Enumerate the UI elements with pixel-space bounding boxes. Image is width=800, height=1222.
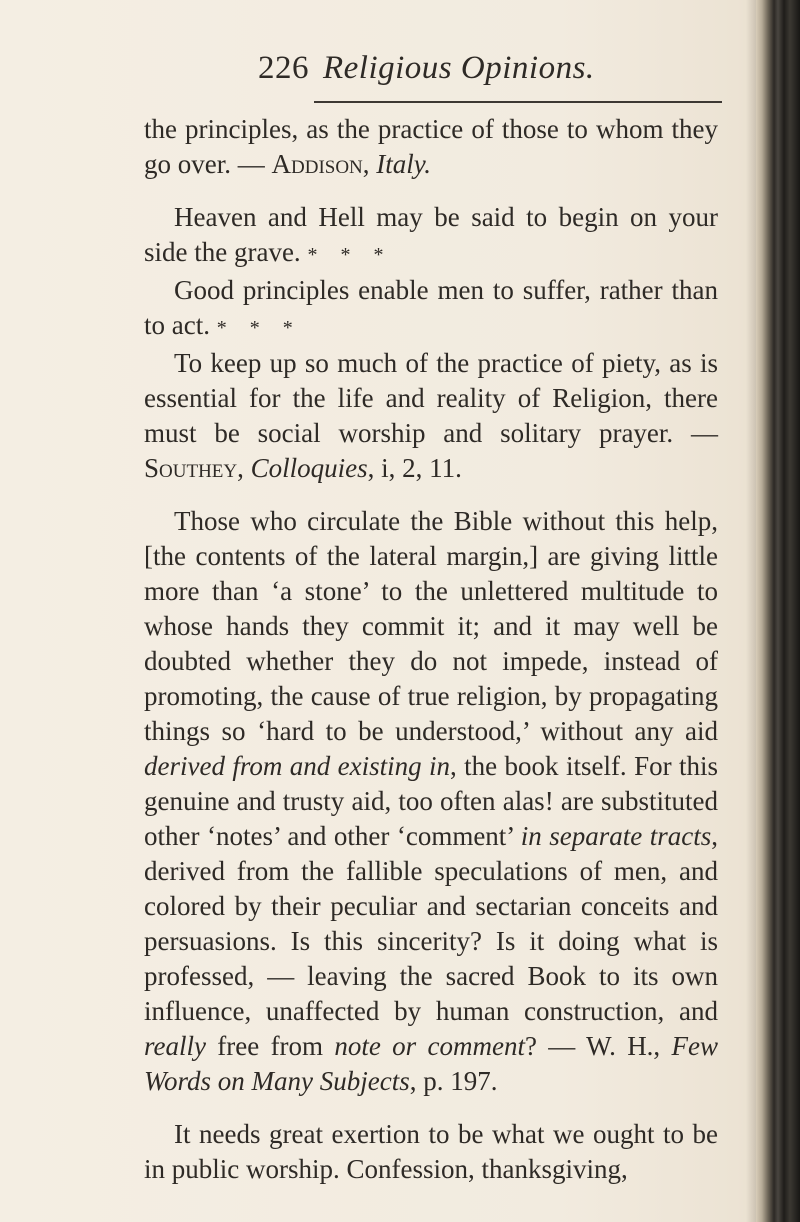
- paragraph-bible-circulation: [144, 504, 718, 1099]
- page-number: 226: [258, 50, 309, 86]
- text-run: free from: [205, 1031, 335, 1061]
- asterisk-separator: * * *: [216, 317, 302, 339]
- paragraph-good-principles: [144, 273, 718, 346]
- paragraph-southey-quote: [144, 346, 718, 486]
- page-gutter-shadow: [746, 0, 756, 1222]
- paragraph-public-worship: [144, 1117, 718, 1187]
- quote-text: the principles, as the practice of those to whom they go over. —: [144, 114, 718, 179]
- italic-run: in separate tracts: [520, 821, 712, 851]
- page-body: [144, 112, 718, 1187]
- italic-run: derived from and existing in: [144, 751, 451, 781]
- text-run: ? — W. H.,: [524, 1031, 672, 1061]
- quote-text: Good principles enable men to suffer, rather than to act.: [144, 275, 718, 340]
- italic-run: note or comment: [334, 1031, 525, 1061]
- paragraph-addison-quote: [144, 112, 718, 182]
- book-binding-edge: [756, 0, 800, 1222]
- running-header: [258, 50, 595, 87]
- quote-source: Italy.: [376, 149, 432, 179]
- quote-author: Addison: [271, 149, 363, 179]
- citation-separator: ,: [237, 453, 251, 483]
- text-run: , derived from the fallible speculations of men, and colored by their peculiar and sectarian conceits and persuasions. Is this sincerity? Is it doing what is professed, — leaving the sacred Book to its own influence, unaffected by human construction, and: [144, 821, 718, 1026]
- citation-separator: ,: [362, 149, 377, 179]
- italic-run: really: [144, 1031, 206, 1061]
- quote-text: Heaven and Hell may be said to begin on your side the grave.: [144, 202, 718, 267]
- quote-reference: , i, 2, 11.: [367, 453, 462, 483]
- quote-text: It needs great exertion to be what we ought to be in public worship. Confession, thanksgiving,: [144, 1119, 718, 1184]
- quote-author: Southey: [144, 453, 238, 483]
- quote-source: Colloquies: [250, 453, 368, 483]
- running-title: Religious Opinions.: [323, 50, 595, 86]
- header-rule: [314, 101, 722, 103]
- text-run: Those who circulate the Bible without this help, [the contents of the lateral margin,] are giving little more than ‘a stone’ to the unlettered multitude to whose hands they commit it; and it may well be doubted whether they do not impede, instead of promoting, the cause of true religion, by propagating things so ‘hard to be understood,’ without any aid: [144, 506, 718, 746]
- paragraph-heaven-hell: [144, 200, 718, 273]
- text-run: , the book itself. For this genuine and trusty aid, too often alas! are substituted other ‘notes’ and other ‘comment’: [144, 751, 718, 851]
- quote-text: To keep up so much of the practice of piety, as is essential for the life and reality of Religion, there must be social worship and solitary prayer. —: [144, 348, 718, 448]
- asterisk-separator: * * *: [307, 244, 393, 266]
- quote-source: Few Words on Many Subjects: [144, 1031, 719, 1096]
- quote-reference: , p. 197.: [409, 1066, 498, 1096]
